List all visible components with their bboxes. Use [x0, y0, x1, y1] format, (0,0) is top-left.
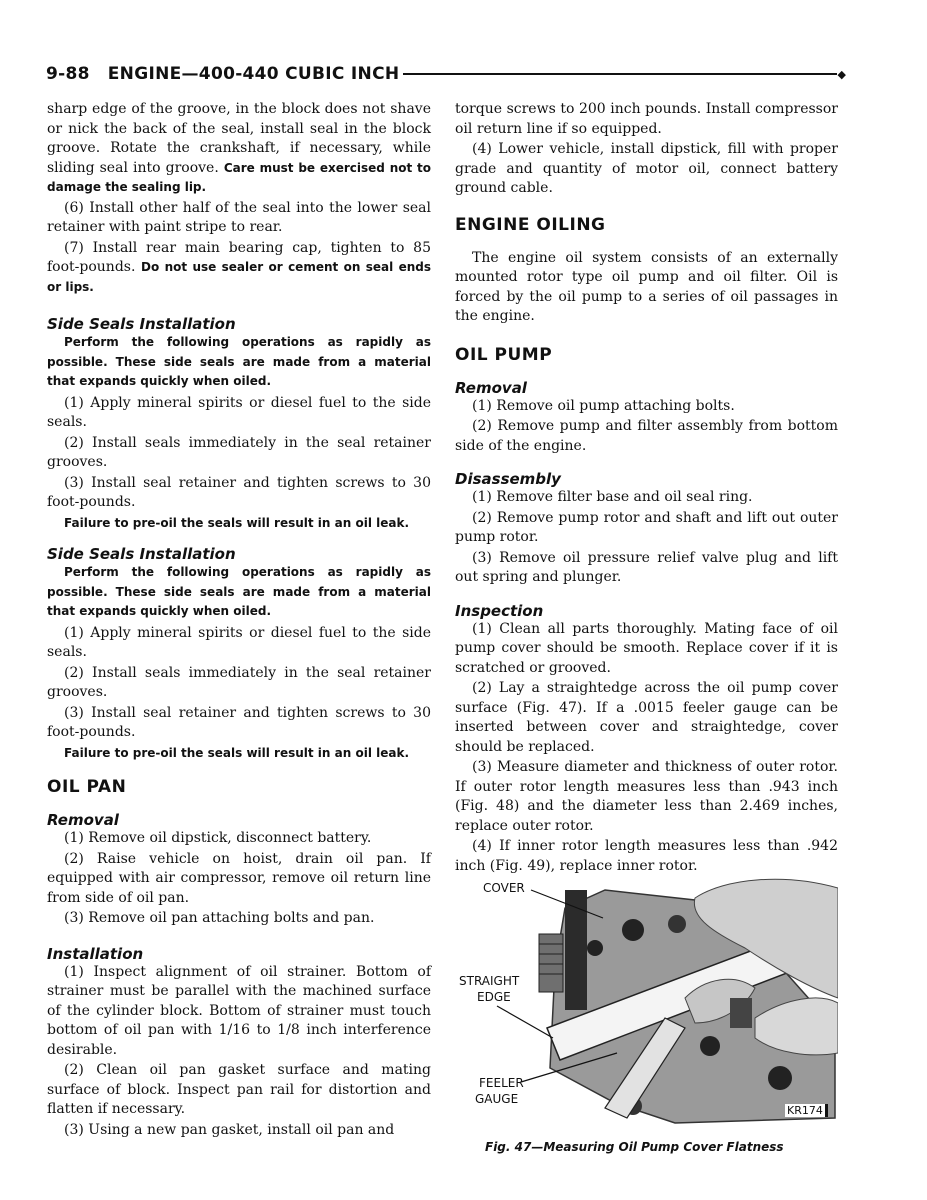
engine-oiling-heading: ENGINE OILING [455, 214, 606, 235]
label-straight: STRAIGHT [459, 974, 520, 988]
figure-code: KR174 [785, 1104, 828, 1117]
left-column [47, 100, 431, 1141]
inspection-3: (3) Measure diameter and thickness of outer rotor. If outer rotor length measures less than .943 inch (Fig. 48) and the diameter less than 2.469 inches, replace outer rotor. [455, 759, 838, 834]
figure-caption: Fig. 47—Measuring Oil Pump Cover Flatness [485, 1140, 784, 1154]
side-seals-step1-1: (1) Apply mineral spirits or diesel fuel to the side seals. [47, 394, 431, 430]
label-gauge: GAUGE [475, 1092, 519, 1106]
oil-pan-heading: OIL PAN [47, 777, 127, 797]
side-seals-heading-1: Side Seals Installation [47, 315, 236, 333]
inspection-2: (2) Lay a straightedge across the oil pump cover surface (Fig. 47). If a .0015 feeler gauge can be inserted between cover and straightedge, cover should be replaced. [455, 680, 838, 755]
oil-pan-removal-1: (1) Remove oil dipstick, disconnect battery. [64, 830, 372, 846]
page-number: 9-88 [46, 64, 90, 84]
no-sealer-warning: Do not use sealer or cement on seal ends or lips. [47, 260, 431, 294]
oil-pump-removal-heading: Removal [455, 378, 527, 397]
oil-pump-removal-2: (2) Remove pump and filter assembly from bottom side of the engine. [455, 418, 838, 454]
step-lower-vehicle: (4) Lower vehicle, install dipstick, fill with proper grade and quantity of motor oil, connect battery ground cable. [455, 141, 838, 196]
engine-oiling-text: The engine oil system consists of an externally mounted rotor type oil pump and oil filter. Oil is forced by the oil pump to a series of oil passages in the engine. [455, 249, 838, 324]
page-header [46, 60, 846, 88]
torque-continuation: torque screws to 200 inch pounds. Install compressor oil return line if so equipped. [455, 101, 838, 137]
disassembly-3: (3) Remove oil pressure relief valve plug and lift out spring and plunger. [455, 549, 838, 585]
paragraph-seal-groove [47, 100, 431, 198]
oil-pan-removal-2: (2) Raise vehicle on hoist, drain oil pan. If equipped with air compressor, remove oil return line from side of oil pan. [47, 850, 431, 906]
side-seals-note-1: Perform the following operations as rapidly as possible. These side seals are made from a material that expands quickly when oiled. [47, 335, 431, 388]
right-column [455, 100, 838, 1154]
seal-groove-text: sharp edge of the groove, in the block does not shave or nick the back of the seal, install seal in the block groove. Rotate the crankshaft, if necessary, while sliding seal into groove. [47, 101, 431, 176]
header-end-mark: ◆ [837, 67, 846, 81]
side-seals-step2-2: (2) Install seals immediately in the seal retainer grooves. [47, 664, 431, 700]
oil-pan-removal-3: (3) Remove oil pan attaching bolts and pan. [64, 910, 375, 926]
inspection-heading: Inspection [455, 601, 544, 620]
oil-pump-removal-1: (1) Remove oil pump attaching bolts. [472, 397, 735, 414]
label-cover: COVER [483, 881, 525, 895]
inspection-4: (4) If inner rotor length measures less than .942 inch (Fig. 49), replace inner rotor. [455, 838, 838, 874]
oil-pan-install-1: (1) Inspect alignment of oil strainer. Bottom of strainer must be parallel with the machined surface of the cylinder block. Bottom of strainer must touch bottom of oil pan with 1/16 to 1/8 inch interference desirable. [47, 963, 431, 1058]
rear-main-cap-text: (7) Install rear main bearing cap, tighten to 85 foot-pounds. [47, 239, 431, 275]
side-seals-warning-2: Failure to pre-oil the seals will result in an oil leak. [64, 745, 409, 760]
label-edge: EDGE [477, 990, 511, 1004]
side-seals-step1-2: (1) Apply mineral spirits or diesel fuel to the side seals. [47, 624, 431, 660]
oil-pan-installation-heading: Installation [47, 944, 144, 963]
side-seals-step3-2: (3) Install seal retainer and tighten screws to 30 foot-pounds. [47, 704, 431, 740]
running-title: ENGINE—400-440 CUBIC INCH [107, 64, 400, 84]
side-seals-note-2: Perform the following operations as rapidly as possible. These side seals are made from a material that expands quickly when oiled. [47, 565, 431, 618]
disassembly-2: (2) Remove pump rotor and shaft and lift out outer pump rotor. [455, 509, 838, 545]
header-rule [403, 73, 836, 75]
side-seals-warning-1: Failure to pre-oil the seals will result in an oil leak. [64, 515, 409, 530]
figure-47 [455, 878, 838, 1136]
side-seals-heading-2: Side Seals Installation [47, 545, 236, 563]
side-seals-step2-1: (2) Install seals immediately in the seal retainer grooves. [47, 434, 431, 470]
step-install-other-half: (6) Install other half of the seal into the lower seal retainer with paint stripe to rear. [47, 199, 431, 235]
oil-pump-heading: OIL PUMP [455, 344, 553, 365]
step-rear-main-cap [47, 239, 431, 298]
label-feeler: FEELER [479, 1076, 524, 1090]
oil-pan-install-2: (2) Clean oil pan gasket surface and mating surface of block. Inspect pan rail for distortion and flatten if necessary. [47, 1062, 431, 1117]
side-seals-step3-1: (3) Install seal retainer and tighten screws to 30 foot-pounds. [47, 474, 431, 510]
oil-pan-install-3: (3) Using a new pan gasket, install oil pan and [64, 1121, 395, 1138]
sealing-lip-warning: Care must be exercised not to damage the sealing lip. [47, 160, 431, 194]
inspection-1: (1) Clean all parts thoroughly. Mating face of oil pump cover should be smooth. Replace cover if it is scratched or grooved. [455, 620, 838, 676]
disassembly-heading: Disassembly [455, 470, 561, 488]
oil-pan-removal-heading: Removal [47, 811, 119, 829]
disassembly-1: (1) Remove filter base and oil seal ring. [472, 489, 753, 505]
